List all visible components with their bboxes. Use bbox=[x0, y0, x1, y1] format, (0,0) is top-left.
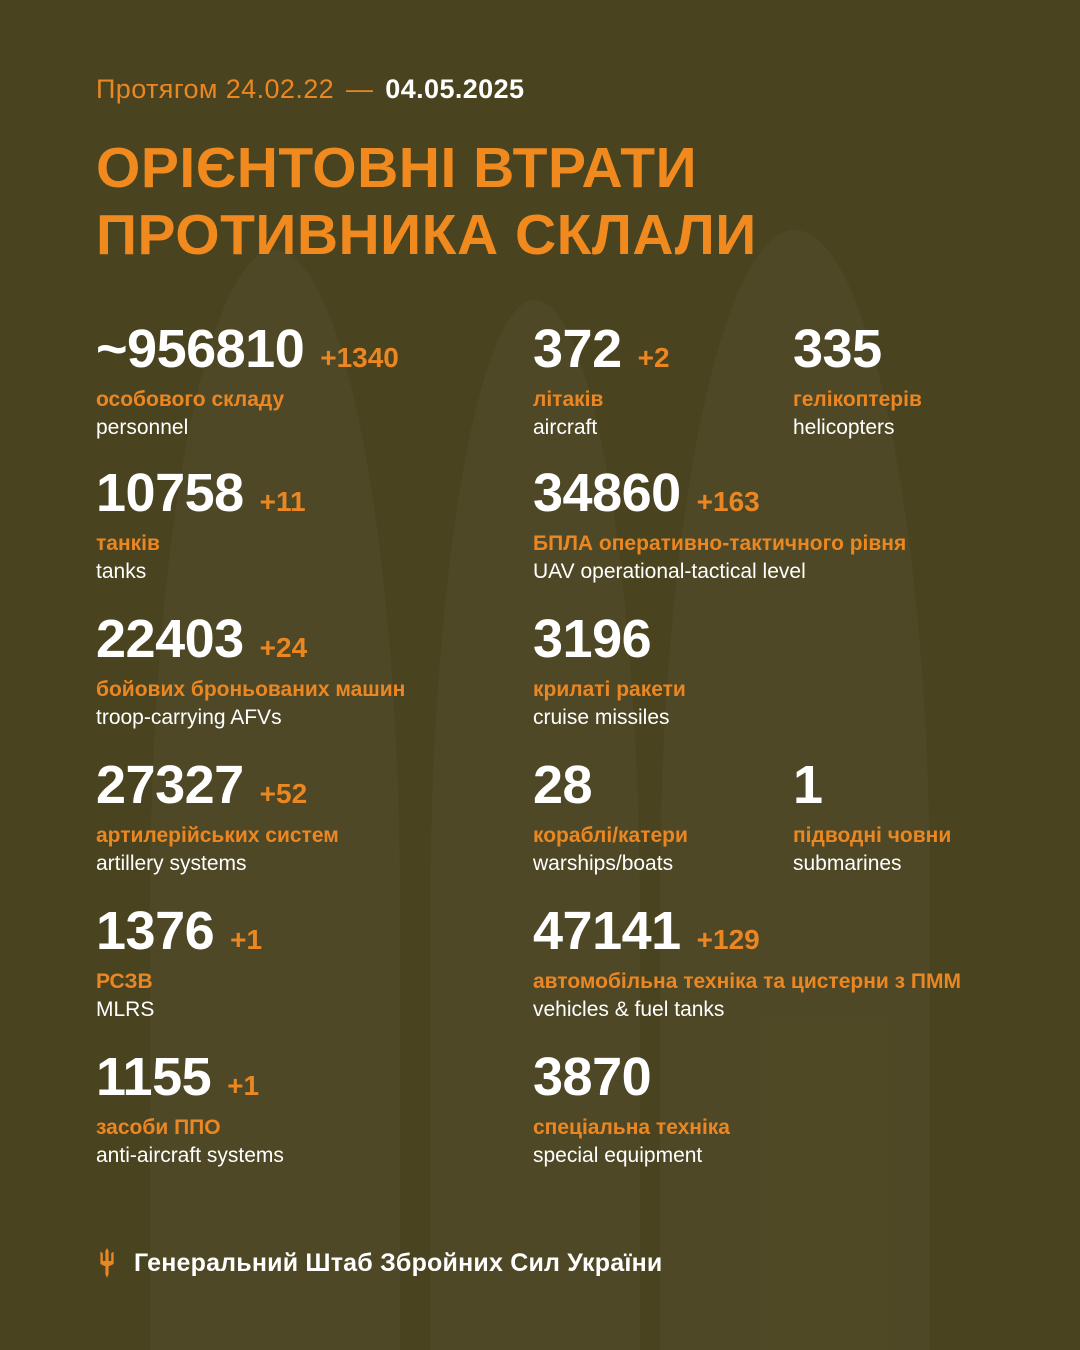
stat-delta: +1 bbox=[230, 923, 263, 955]
page-title-line-2: ПРОТИВНИКА СКЛАЛИ bbox=[96, 203, 757, 268]
stat-label-ua: особового складу bbox=[96, 387, 285, 411]
report-date: 04.05.2025 bbox=[385, 74, 525, 104]
stat-label-ua: автомобільна техніка та цистерни з ПММ bbox=[533, 969, 961, 993]
stat-label-en: anti-aircraft systems bbox=[96, 1143, 284, 1167]
stat-delta: +163 bbox=[696, 485, 760, 517]
stat-label-en: helicopters bbox=[793, 415, 895, 439]
footer-text: Генеральний Штаб Збройних Сил України bbox=[134, 1248, 663, 1277]
stat-personnel bbox=[96, 318, 399, 440]
stat-label-ua: підводні човни bbox=[793, 823, 952, 847]
stat-afv bbox=[96, 608, 406, 730]
stat-label-en: MLRS bbox=[96, 997, 155, 1021]
stat-label-ua: бойових броньованих машин bbox=[96, 677, 406, 701]
stat-artillery bbox=[96, 754, 339, 876]
stat-value: 372 bbox=[533, 318, 622, 379]
period-line bbox=[96, 0, 984, 105]
period-prefix: Протягом 24.02.22 bbox=[96, 74, 335, 104]
stat-value: 1 bbox=[793, 754, 823, 815]
trident-icon bbox=[96, 1248, 118, 1278]
stat-value: 10758 bbox=[96, 462, 244, 523]
footer bbox=[96, 1248, 662, 1278]
stat-delta: +24 bbox=[259, 631, 308, 663]
losses-grid bbox=[96, 318, 984, 1182]
stat-delta: +1 bbox=[227, 1069, 260, 1101]
page-title bbox=[96, 135, 984, 270]
stat-delta: +11 bbox=[259, 485, 306, 517]
stat-label-ua: БПЛА оперативно-тактичного рівня bbox=[533, 531, 907, 555]
stat-cruise-missiles bbox=[533, 608, 686, 730]
stat-label-ua: кораблі/катери bbox=[533, 823, 688, 847]
stat-delta: +2 bbox=[637, 341, 670, 373]
stat-label-en: aircraft bbox=[533, 415, 598, 439]
stat-mlrs bbox=[96, 900, 263, 1022]
stat-label-en: tanks bbox=[96, 559, 147, 583]
stat-label-en: artillery systems bbox=[96, 851, 247, 875]
stat-value: 47141 bbox=[533, 900, 681, 961]
stat-label-en: special equipment bbox=[533, 1143, 703, 1167]
stat-value: 3870 bbox=[533, 1046, 652, 1107]
period-dash: — bbox=[345, 74, 374, 104]
stat-label-en: warships/boats bbox=[533, 851, 674, 875]
stat-aircraft bbox=[533, 318, 670, 440]
stat-value: 22403 bbox=[96, 608, 244, 669]
stat-label-ua: РСЗВ bbox=[96, 969, 153, 993]
stat-label-en: UAV operational-tactical level bbox=[533, 559, 806, 583]
stat-label-en: cruise missiles bbox=[533, 705, 670, 729]
stat-submarines bbox=[793, 754, 952, 876]
stat-vehicles bbox=[533, 900, 961, 1022]
stat-label-ua: гелікоптерів bbox=[793, 387, 922, 411]
stat-delta: +1340 bbox=[320, 341, 399, 373]
stat-value: 1155 bbox=[96, 1046, 212, 1107]
stat-delta: +52 bbox=[259, 777, 308, 809]
stat-label-ua: літаків bbox=[533, 387, 604, 411]
stat-value: ~956810 bbox=[96, 318, 305, 379]
stat-warships bbox=[533, 754, 688, 876]
page-title-line-1: ОРІЄНТОВНІ ВТРАТИ bbox=[96, 136, 698, 200]
stat-value: 335 bbox=[793, 318, 882, 379]
stat-label-en: troop-carrying AFVs bbox=[96, 705, 282, 729]
stat-value: 28 bbox=[533, 754, 593, 815]
stat-special-equipment bbox=[533, 1046, 730, 1168]
stat-value: 3196 bbox=[533, 608, 652, 669]
stat-label-en: submarines bbox=[793, 851, 902, 875]
stat-helicopters bbox=[793, 318, 922, 440]
stat-delta: +129 bbox=[696, 923, 760, 955]
stat-aa-systems bbox=[96, 1046, 284, 1168]
stat-label-ua: танків bbox=[96, 531, 160, 555]
stat-label-ua: крилаті ракети bbox=[533, 677, 686, 701]
stat-label-ua: спеціальна техніка bbox=[533, 1115, 730, 1139]
stat-value: 34860 bbox=[533, 462, 681, 523]
stat-uav bbox=[533, 462, 907, 584]
stat-value: 1376 bbox=[96, 900, 215, 961]
stat-label-en: vehicles & fuel tanks bbox=[533, 997, 725, 1021]
stat-value: 27327 bbox=[96, 754, 244, 815]
stat-label-en: personnel bbox=[96, 415, 189, 439]
stat-tanks bbox=[96, 462, 306, 584]
stat-label-ua: засоби ППО bbox=[96, 1115, 221, 1139]
stat-label-ua: артилерійських систем bbox=[96, 823, 339, 847]
